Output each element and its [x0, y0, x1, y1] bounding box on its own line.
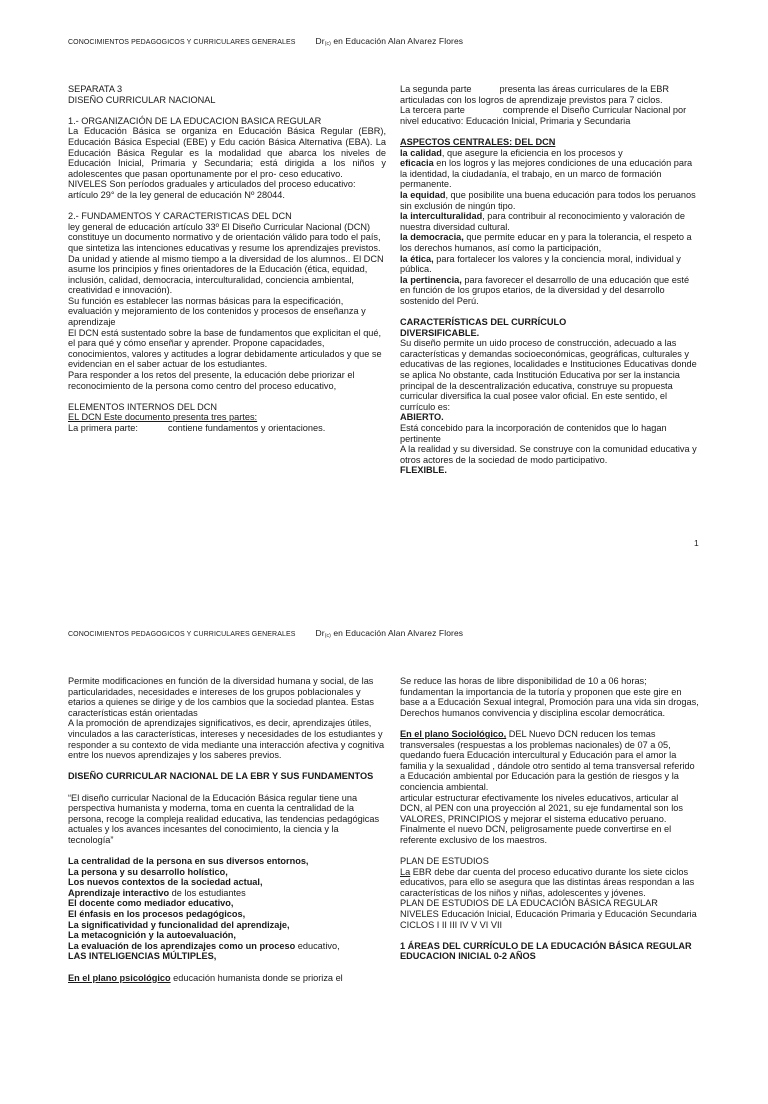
left-column — [68, 84, 386, 434]
paragraph: la democracia, que permite educar en y para la tolerancia, el respeto a los derechos humanos, así como la participación, — [400, 232, 692, 253]
paragraph: Está concebido para la incorporación de contenidos que lo hagan pertinente — [400, 423, 667, 444]
section-heading: 1 ÁREAS DEL CURRÍCULO DE LA EDUCACIÓN BÁSICA REGULAR — [400, 940, 692, 951]
document-title: DISEÑO CURRICULAR NACIONAL — [68, 94, 216, 105]
paragraph: la pertinencia, para favorecer el desarrollo de una educación que esté en función de los grupos etarios, de la diversidad y del desarrollo sostenido del Perú. — [400, 274, 690, 306]
paragraph: la equidad, que posibilite una buena educación para todos los peruanos sin exclusión de ningún tipo. — [400, 189, 696, 211]
page-number: 1 — [694, 538, 699, 548]
header-title: CONOCIMIENTOS PEDAGOGICOS Y CURRICULARES GENERALES — [68, 631, 296, 638]
document-page-1 — [0, 0, 768, 548]
section-heading: PLAN DE ESTUDIOS — [400, 856, 489, 867]
paragraph: En el plano psicológico educación humanista donde se prioriza el — [68, 972, 343, 983]
subheading: EDUCACION INICIAL 0-2 AÑOS — [400, 951, 536, 962]
separata-label: SEPARATA 3 — [68, 84, 123, 94]
section-heading: CARACTERÍSTICAS DEL CURRÍCULO — [400, 317, 567, 328]
paragraph: CICLOS I II III IV V VI VII — [400, 919, 503, 930]
paragraph: ley general de educación artículo 33º El Diseño Curricular Nacional (DCN) constituye un documento normativo y de orientación válido para todo el país, que sintetiza las intenciones educativas y resume los aprendizajes previstos. Da unidad y atiende al mismo tiempo a la diversidad de los alumnos.. El DCN asume los principios y fines orientadores de la Educación (ética, equidad, inclusión, calidad, democracia, interculturalidad, conciencia ambiental, creatividad e innovación). — [68, 221, 384, 296]
paragraph: articular estructurar efectivamente los niveles educativos, articular al DCN, al PEN con una proyección al 2021, su eje fundamental son los VALORES, PRINCIPIOS y mejorar el sistema educativo peruano. Finalmente el nuevo DCN, peligrosamente puede convertirse en el referente exclusivo de los maestros. — [400, 792, 683, 845]
header-author: $Dr_{(c)}$ en Educación Alan Alvarez Flores — [315, 36, 464, 47]
page-header — [68, 628, 463, 639]
section-heading: DISEÑO CURRICULAR NACIONAL DE LA EBR Y SUS FUNDAMENTOS — [68, 771, 374, 782]
paragraph: Permite modificaciones en función de la diversidad humana y social, de las particularidades, necesidades e intereses de los grupos poblacionales y etarios a quienes se dirige y de los cambios que la sociedad plantea. Estas características están orientadas — [68, 676, 374, 718]
subheading: DIVERSIFICABLE. — [400, 327, 480, 338]
list-item: La evaluación de los aprendizajes como un proceso educativo, — [68, 940, 340, 951]
section-heading: 1.- ORGANIZACIÓN DE LA EDUCACION BASICA REGULAR — [68, 115, 322, 126]
paragraph: La primera parte: contiene fundamentos y orientaciones. — [68, 423, 326, 433]
paragraph: La segunda parte presenta las áreas curriculares de la EBR articuladas con los logros de aprendizaje previstos para 7 ciclos. — [400, 84, 670, 105]
paragraph: PLAN DE ESTUDIOS DE LA EDUCACIÓN BÁSICA REGULAR — [400, 898, 658, 909]
section-heading: ASPECTOS CENTRALES: DEL DCN — [400, 136, 556, 147]
paragraph: La EBR debe dar cuenta del proceso educativo durante los siete ciclos educativos, para ello se asegura que las distintas áreas respondan a las características de los niños y niñas, adolescentes y jóvenes. — [400, 866, 695, 898]
paragraph: la interculturalidad, para contribuir al reconocimiento y valoración de nuestra diversidad cultural. — [400, 211, 685, 232]
subheading: ABIERTO. — [400, 412, 444, 423]
section-heading: ELEMENTOS INTERNOS DEL DCN — [68, 401, 218, 412]
paragraph: la ética, para fortalecer los valores y la conciencia moral, individual y pública. — [400, 253, 681, 275]
right-column — [400, 676, 700, 962]
right-column — [400, 84, 700, 476]
paragraph: Su función es establecer las normas básicas para la especificación, evaluación y mejoramiento de los contenidos y procesos de enseñanza y aprendizaje — [68, 295, 366, 328]
document-page-2 — [0, 592, 768, 1104]
list-item: La significatividad y funcionalidad del aprendizaje, — [68, 919, 290, 930]
paragraph: La tercera parte comprende el Diseño Curricular Nacional por nivel educativo: Educación Inicial, Primaria y Secundaria — [400, 105, 687, 126]
paragraph: eficacia en los logros y las mejores condiciones de una educación para la identidad, la ciudadanía, el trabajo, en un marco de formación permanente. — [400, 158, 693, 190]
subheading: FLEXIBLE. — [400, 465, 447, 476]
paragraph: El DCN está sustentado sobre la base de fundamentos que explicitan el qué, el para qué y cómo enseñar y aprender. Propone capacidades, conocimientos, valores y actitudes a lograr debidamente articulados y que se evidencian en el saber actuar de los estudiantes. — [68, 327, 382, 370]
paragraph: Su diseño permite un uido proceso de construcción, adecuado a las características y demandas socioeconómicas, geográficas, culturales y educativas de las regiones, localidades e Instituciones Educativas donde se aplica No obstante, cada Institución Educativa por ser la instancia principal de la descentralización educativa, construye su propuesta curricular diversifica la cual posee valor oficial. En este sentido, el currículo es: — [400, 338, 697, 412]
list-item: El énfasis en los procesos pedagógicos, — [68, 909, 246, 920]
list-item: La centralidad de la persona en sus diversos entornos, — [68, 856, 309, 867]
paragraph: Para responder a los retos del presente, la educación debe priorizar el reconocimiento de la persona como centro del proceso educativo, — [68, 370, 355, 391]
list-item: Los nuevos contextos de la sociedad actual, — [68, 877, 263, 888]
paragraph: Se reduce las horas de libre disponibilidad de 10 a 06 horas; fundamentan la importancia de la tutoría y proponen que este gire en base a a Educación Sexual integral, Promoción para una vida sin drogas, Derechos humanos convivencia y disciplina escolar democrática. — [400, 676, 699, 718]
header-author: $Dr_{(c)}$ en Educación Alan Alvarez Flores — [315, 628, 464, 639]
paragraph: NIVELES Son períodos graduales y articulados del proceso educativo: artículo 29° de la ley general de educación Nº 28044. — [68, 179, 356, 200]
list-item: Aprendizaje interactivo de los estudiantes — [68, 887, 246, 898]
underlined-line: EL DCN Este documento presenta tres partes: — [68, 412, 258, 423]
paragraph: NIVELES Educación Inicial, Educación Primaria y Educación Secundaria — [400, 909, 697, 920]
left-column — [68, 676, 386, 983]
section-heading: 2.- FUNDAMENTOS Y CARACTERISTICAS DEL DCN — [68, 211, 292, 222]
paragraph: A la promoción de aprendizajes significativos, es decir, aprendizajes útiles, vinculados a las características, intereses y necesidades de los estudiantes y responder a su contexto de vida mediante una interacción afectiva y cognitiva entre los nuevos aprendizajes y los saberes previos. — [68, 718, 385, 761]
paragraph: A la realidad y su diversidad. Se construye con la comunidad educativa y otros actores de la sociedad de modo participativo. — [400, 444, 697, 465]
quote-paragraph: “El diseño curricular Nacional de la Educación Básica regular tiene una perspectiva humanista y moderna, toma en cuenta la centralidad de la persona, recoge la compleja realidad educativa, las tendencias pedagógicas actuales y los avances incesantes del conocimiento, la ciencia y la tecnología” — [68, 792, 380, 845]
list-item: La metacognición y la autoevaluación, — [68, 930, 236, 941]
paragraph: La Educación Básica se organiza en Educación Básica Regular (EBR), Educación Básica Especial (EBE) y Edu cación Básica Alternativa (EBA). La Educación Básica Regular es la modalidad que abarca los niveles de Educación Inicial, Primaria y Secundaria; está dirigida a los niños y adolescentes que pasan oportunamente por el pro- ceso educativo. — [68, 126, 386, 179]
page-header — [68, 36, 463, 47]
list-item: El docente como mediador educativo, — [68, 898, 234, 909]
paragraph: En el plano Sociológico, DEL Nuevo DCN reducen los temas transversales (respuestas a los problemas nacionales) de 07 a 05, quedando fuera Educación intercultural y Educación para el amor la familia y la sexualidad , dándole otro sentido al tema transversal referido a Educación ambiental por Educación para la gestión de riesgos y la conciencia ambiental. — [400, 728, 695, 792]
header-title: CONOCIMIENTOS PEDAGOGICOS Y CURRICULARES GENERALES — [68, 39, 296, 46]
list-item: La persona y su desarrollo holístico, — [68, 866, 228, 877]
list-item: LAS INTELIGENCIAS MÚLTIPLES, — [68, 951, 217, 962]
paragraph: la calidad, que asegure la eficiencia en los procesos y — [400, 147, 623, 158]
